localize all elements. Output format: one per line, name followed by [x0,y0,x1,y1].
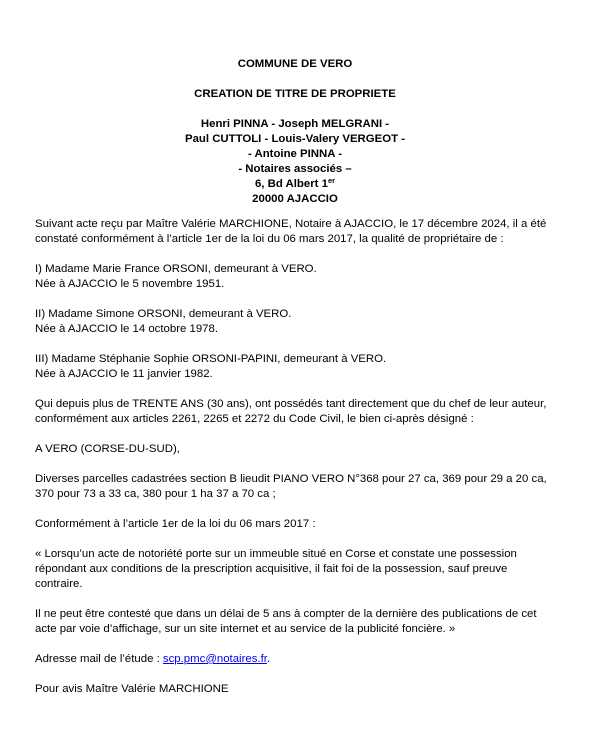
notaries-line-3: - Antoine PINNA - [247,148,343,160]
notaries-line-2: Paul CUTTOLI - Louis-Valery VERGEOT - [184,133,406,145]
notice-header [0,57,590,207]
owner-1: I) Madame Marie France ORSONI, demeurant à VERO. Née à AJACCIO le 5 novembre 1951. [35,263,317,290]
owner-2: II) Madame Simone ORSONI, demeurant à VERO. Née à AJACCIO le 14 octobre 1978. [35,308,292,335]
email-link[interactable]: scp.pmc@notaires.fr [162,653,267,665]
notaries-associates: - Notaires associés – [238,163,352,175]
intro-paragraph: Suivant acte reçu par Maître Valérie MARCHIONE, Notaire à AJACCIO, le 17 décembre 2024, il a été constaté conformément à l’article 1er de la loi du 06 mars 2017, la qualité de propriétaire de : [35,218,547,245]
email-paragraph: Adresse mail de l’étude : scp.pmc@notaires.fr. [35,653,271,665]
possession-paragraph: Qui depuis plus de TRENTE ANS (30 ans), ont possédés tant directement que du chef de leur auteur, conformément aux articles 2261, 2265 et 2272 du Code Civil, le bien ci-après désigné : [35,398,547,425]
office-street: 6, Bd Albert 1er [254,176,336,190]
office-city: 20000 AJACCIO [252,193,338,205]
conformity-paragraph: Conformément à l’article 1er de la loi du 06 mars 2017 : [35,518,316,530]
law-quote-paragraph-1: « Lorsqu’un acte de notoriété porte sur un immeuble situé en Corse et constate une possession répondant aux conditions de la prescription acquisitive, il fait foi de la possession, sauf preuve contraire. [35,548,517,590]
parcels-paragraph: Diverses parcelles cadastrées section B lieudit PIANO VERO N°368 pour 27 ca, 369 pour 29 a 20 ca, 370 pour 73 a 33 ca, 380 pour 1 ha 37 a 70 ca ; [35,473,547,500]
law-quote-paragraph-2: Il ne peut être contesté que dans un délai de 5 ans à compter de la dernière des publications de cet acte par voie d’affichage, sur un site internet et au service de la publicité foncière. » [35,608,537,635]
owner-3: III) Madame Stéphanie Sophie ORSONI-PAPINI, demeurant à VERO. Née à AJACCIO le 11 janvier 1982. [35,353,387,380]
notice-title: CREATION DE TITRE DE PROPRIETE [194,88,396,100]
email-label: Adresse mail de l’étude : [35,653,163,665]
notice-body [35,217,557,712]
closing-paragraph: Pour avis Maître Valérie MARCHIONE [35,683,229,695]
commune-name: COMMUNE DE VERO [237,58,353,70]
location-paragraph: A VERO (CORSE-DU-SUD), [35,443,180,455]
notaries-line-1: Henri PINNA - Joseph MELGRANI - [200,118,390,130]
